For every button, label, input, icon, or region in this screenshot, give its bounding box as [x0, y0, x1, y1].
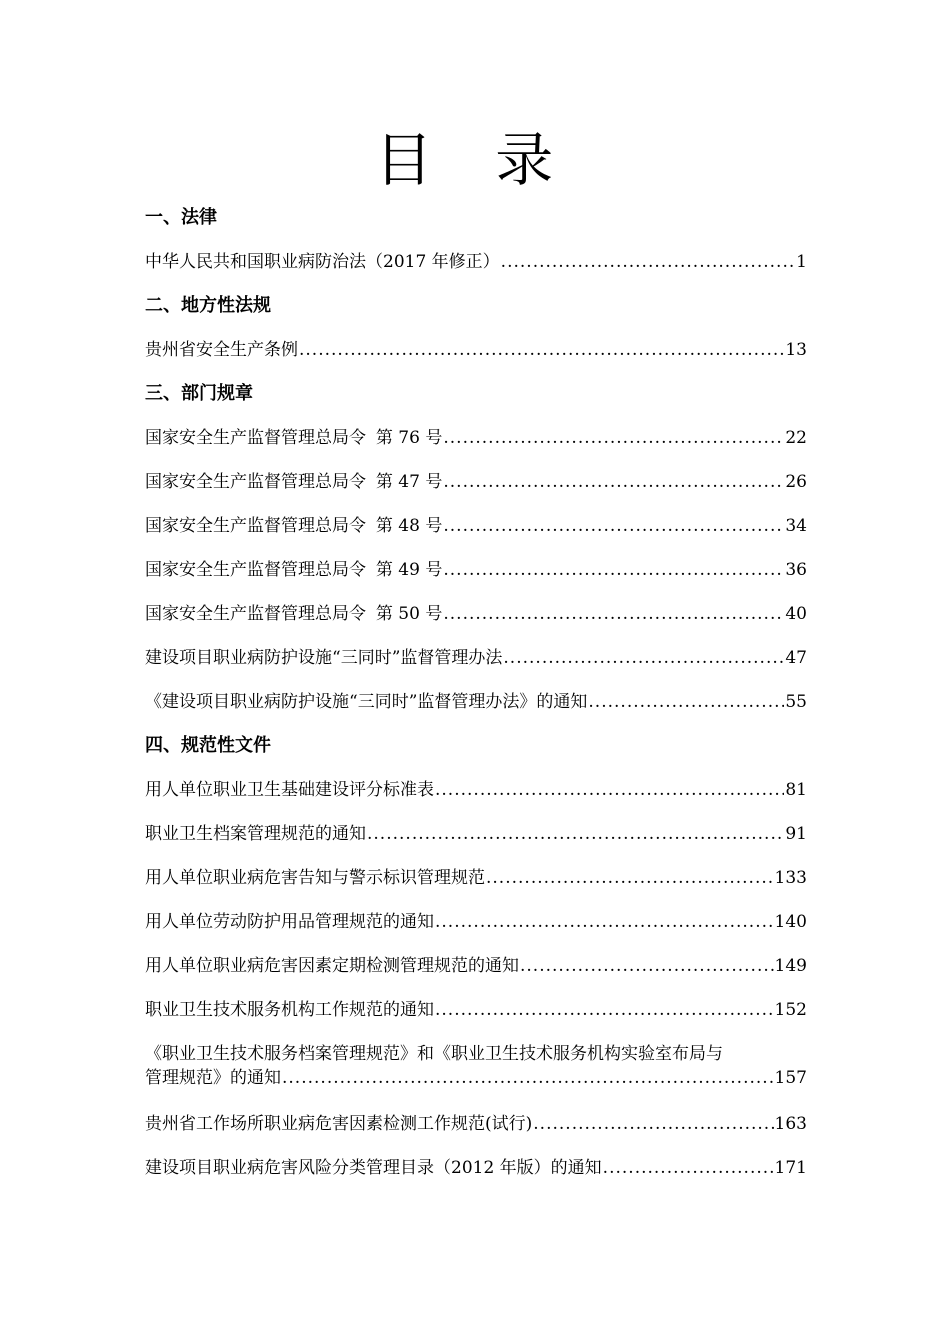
- toc-entry[interactable]: [145, 1112, 807, 1136]
- toc-entry[interactable]: [145, 910, 807, 934]
- toc-entry-page: 133: [774, 868, 807, 888]
- dot-leader: [443, 514, 784, 538]
- toc-entry[interactable]: [145, 514, 807, 538]
- dot-leader: [282, 1066, 774, 1090]
- toc-entry[interactable]: [145, 778, 807, 802]
- toc-entry-label: 国家安全生产监督管理总局令: [145, 472, 366, 492]
- toc-entry-label: 职业卫生档案管理规范的通知: [145, 824, 366, 844]
- toc-entry-page: 40: [785, 604, 807, 624]
- toc-entry-page: 34: [785, 516, 807, 536]
- dot-leader: [486, 866, 774, 890]
- toc-entry[interactable]: [145, 338, 807, 362]
- dot-leader: [520, 954, 774, 978]
- section-heading-local-regulations: 二、地方性法规: [145, 295, 271, 316]
- toc-entry-label: 用人单位职业卫生基础建设评分标准表: [145, 780, 434, 800]
- toc-entry-page: 140: [774, 912, 807, 932]
- toc-entry-page: 91: [785, 824, 807, 844]
- toc-entry-label: 用人单位职业病危害告知与警示标识管理规范: [145, 868, 485, 888]
- toc-entry-label: 贵州省工作场所职业病危害因素检测工作规范(试行): [145, 1114, 533, 1134]
- toc-entry-order: 第 47 号: [375, 472, 443, 492]
- dot-leader: [533, 1112, 773, 1136]
- dot-leader: [435, 778, 784, 802]
- page-title: 目 录: [374, 126, 576, 194]
- toc-entry-order: 第 48 号: [375, 516, 443, 536]
- toc-entry[interactable]: [145, 998, 807, 1022]
- toc-entry-label: 《建设项目职业病防护设施“三同时”监督管理办法》的通知: [145, 692, 588, 712]
- dot-leader: [443, 558, 784, 582]
- dot-leader: [443, 602, 784, 626]
- toc-entry-page: 157: [774, 1068, 807, 1088]
- toc-entry-label: 用人单位职业病危害因素定期检测管理规范的通知: [145, 956, 519, 976]
- toc-entry-order: 第 49 号: [375, 560, 443, 580]
- toc-entry[interactable]: [145, 250, 807, 274]
- toc-entry-page: 149: [774, 956, 807, 976]
- toc-entry[interactable]: [145, 1042, 807, 1090]
- toc-entry[interactable]: [145, 470, 807, 494]
- toc-entry-label: 贵州省安全生产条例: [145, 340, 298, 360]
- toc-entry[interactable]: [145, 602, 807, 626]
- toc-entry-page: 47: [785, 648, 807, 668]
- toc-entry[interactable]: [145, 558, 807, 582]
- toc-entry-label: 国家安全生产监督管理总局令: [145, 560, 366, 580]
- section-heading-normative-documents: 四、规范性文件: [145, 735, 271, 756]
- toc-entry-label: 建设项目职业病防护设施“三同时”监督管理办法: [145, 648, 503, 668]
- toc-entry[interactable]: [145, 426, 807, 450]
- toc-entry-label: 建设项目职业病危害风险分类管理目录（2012 年版）的通知: [145, 1158, 602, 1178]
- dot-leader: [588, 690, 784, 714]
- toc-entry-label: 中华人民共和国职业病防治法（2017 年修正）: [145, 252, 500, 272]
- dot-leader: [503, 646, 784, 670]
- toc-entry[interactable]: [145, 690, 807, 714]
- toc-entry-page: 163: [774, 1114, 807, 1134]
- dot-leader: [299, 338, 784, 362]
- toc-entry-page: 22: [785, 428, 807, 448]
- toc-entry-page: 81: [785, 780, 807, 800]
- toc-entry-page: 152: [774, 1000, 807, 1020]
- toc-entry-label-continued: 管理规范》的通知: [145, 1068, 281, 1088]
- dot-leader: [443, 426, 784, 450]
- toc-entry-page: 171: [774, 1158, 807, 1178]
- toc-entry-page: 55: [785, 692, 807, 712]
- section-heading-departmental-rules: 三、部门规章: [145, 383, 253, 404]
- dot-leader: [435, 910, 774, 934]
- toc-entry-label: 用人单位劳动防护用品管理规范的通知: [145, 912, 434, 932]
- toc-entry-label: 国家安全生产监督管理总局令: [145, 516, 366, 536]
- toc-entry-page: 13: [785, 340, 807, 360]
- dot-leader: [367, 822, 784, 846]
- toc-entry-order: 第 50 号: [375, 604, 443, 624]
- toc-entry-label: 国家安全生产监督管理总局令: [145, 604, 366, 624]
- toc-entry[interactable]: [145, 954, 807, 978]
- toc-entry-page: 1: [796, 252, 807, 272]
- toc-entry-page: 36: [785, 560, 807, 580]
- dot-leader: [603, 1156, 774, 1180]
- toc-entry[interactable]: [145, 1156, 807, 1180]
- toc-entry[interactable]: [145, 866, 807, 890]
- toc-entry[interactable]: [145, 822, 807, 846]
- toc-entry-page: 26: [785, 472, 807, 492]
- toc-entry-label: 国家安全生产监督管理总局令: [145, 428, 366, 448]
- toc-entry-order: 第 76 号: [375, 428, 443, 448]
- toc-entry[interactable]: [145, 646, 807, 670]
- toc-entry-label: 职业卫生技术服务机构工作规范的通知: [145, 1000, 434, 1020]
- toc-entry-label: 《职业卫生技术服务档案管理规范》和《职业卫生技术服务机构实验室布局与: [145, 1044, 723, 1064]
- dot-leader: [443, 470, 784, 494]
- section-heading-law: 一、法律: [145, 207, 217, 228]
- dot-leader: [435, 998, 774, 1022]
- dot-leader: [501, 250, 796, 274]
